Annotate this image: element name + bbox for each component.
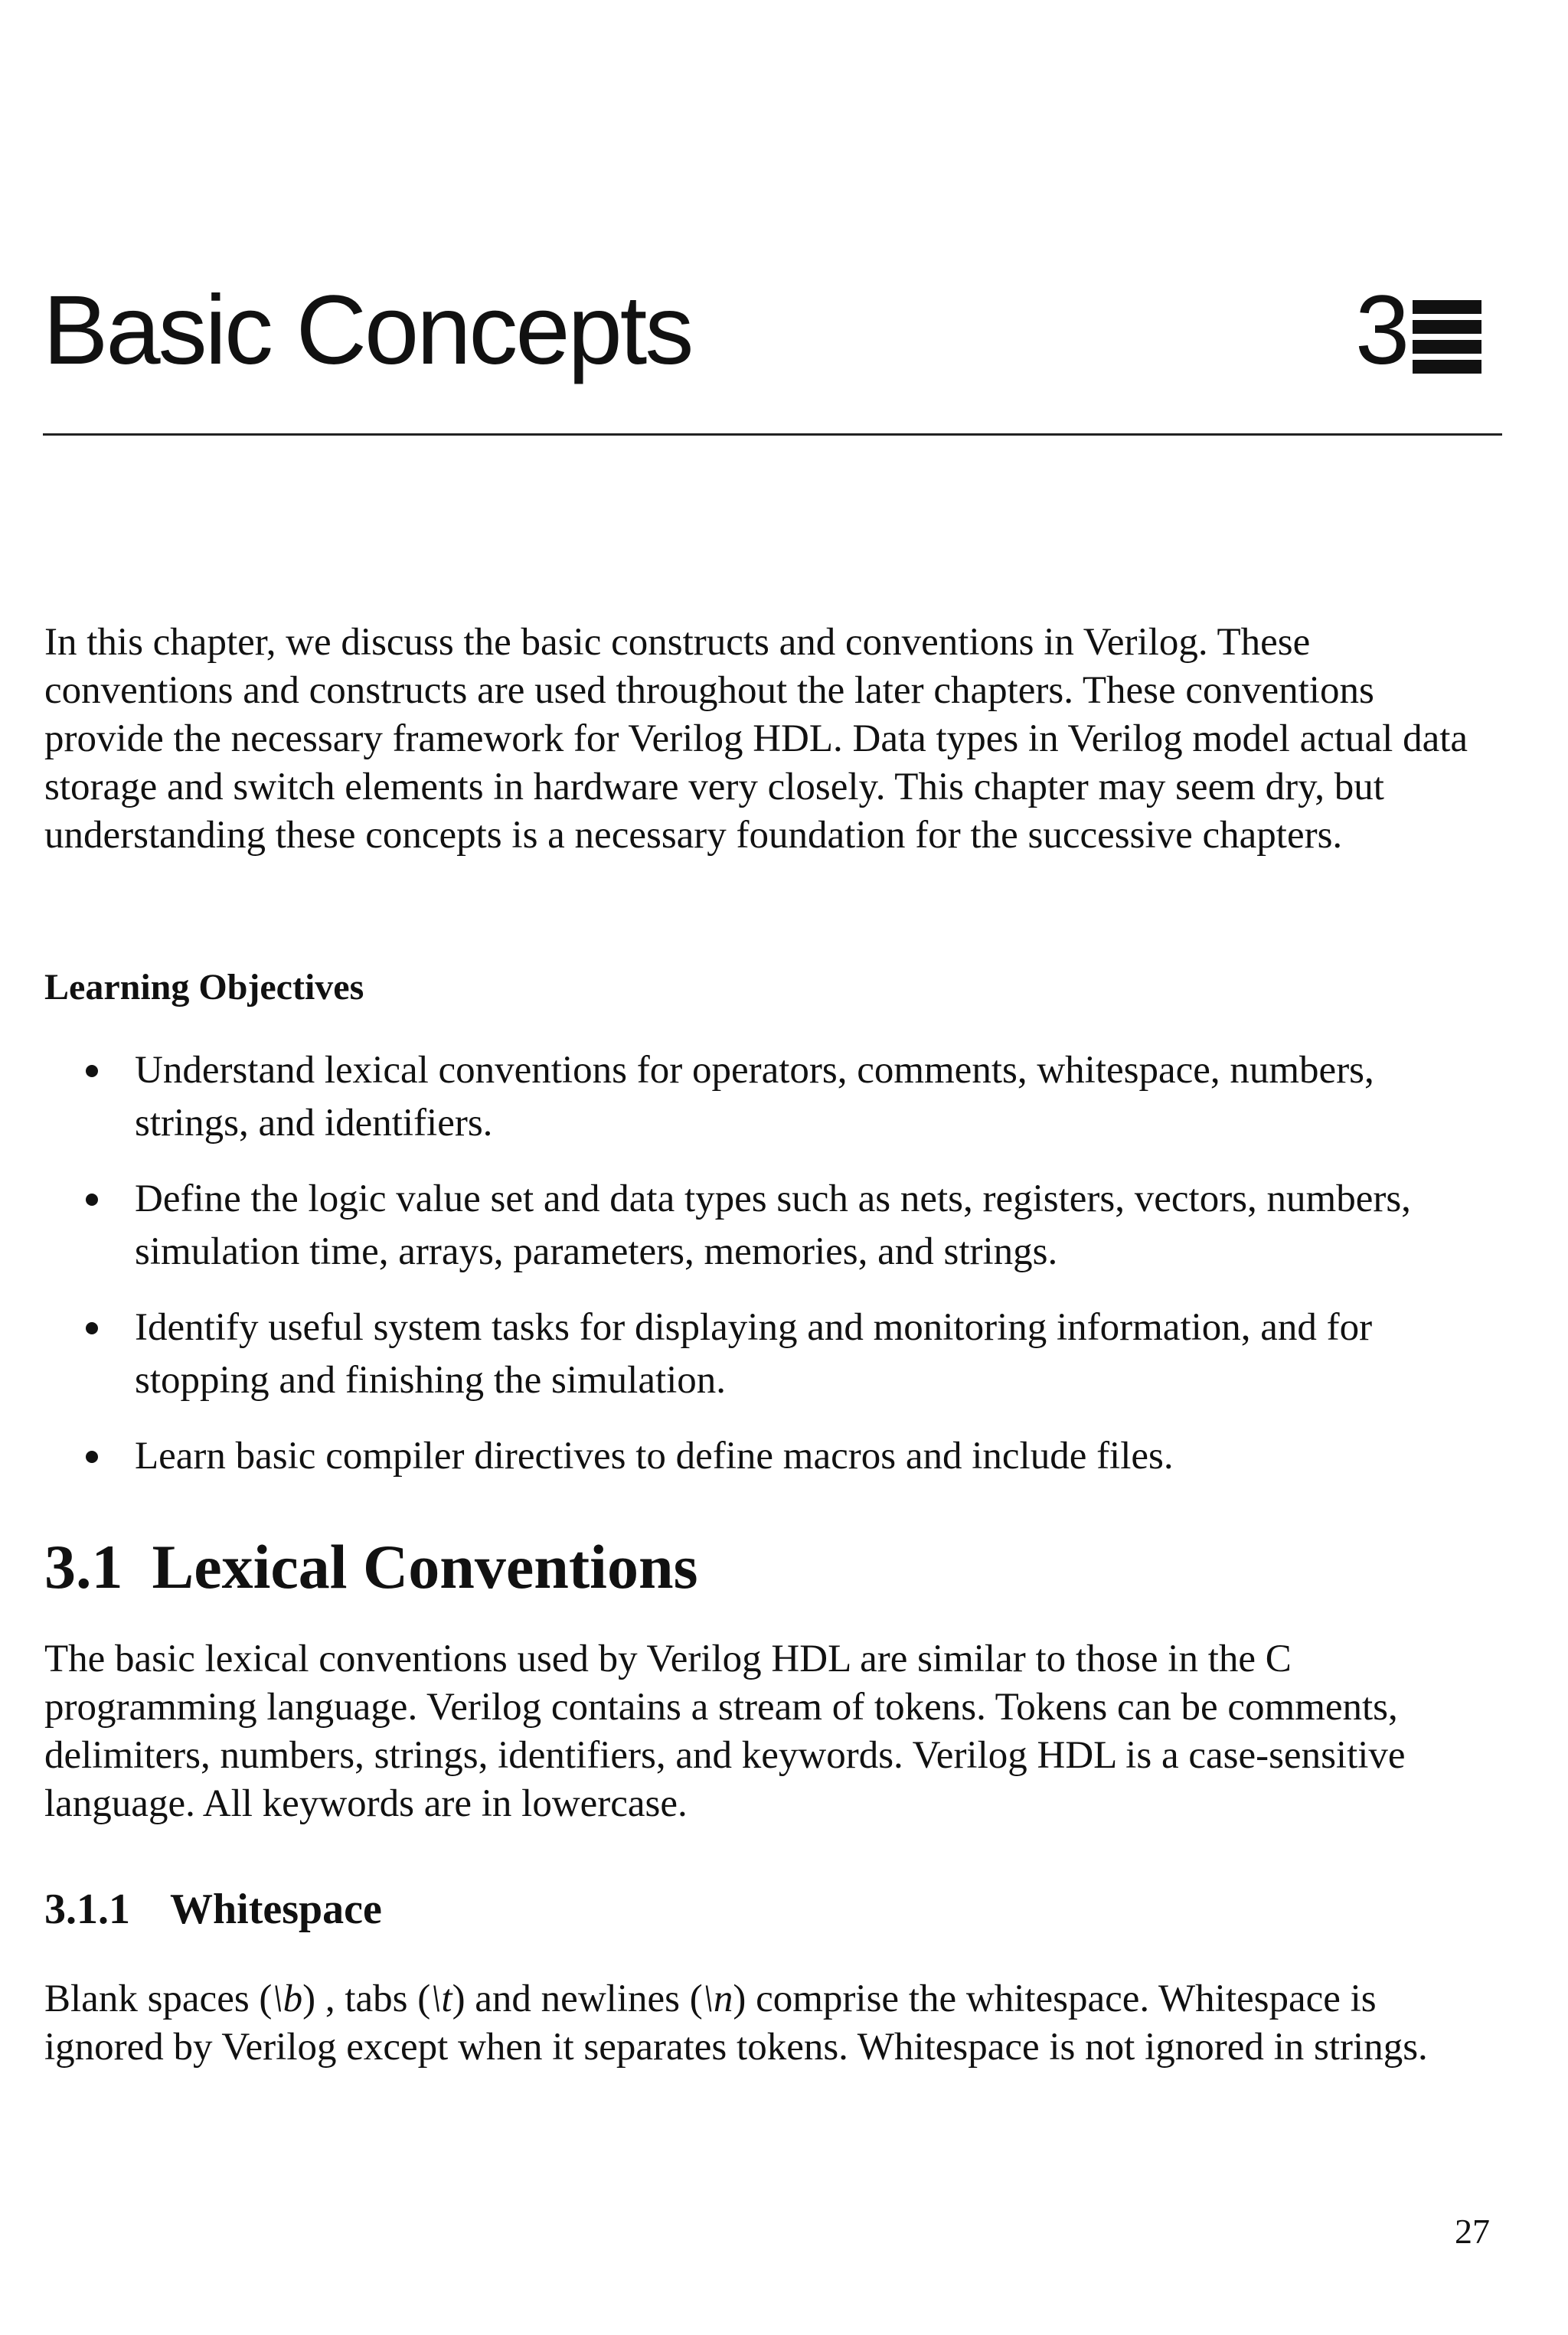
objectives-list xyxy=(44,1044,1491,1506)
section-number: 3.1 xyxy=(44,1532,123,1602)
section-heading xyxy=(44,1531,697,1603)
bullet-icon xyxy=(86,1194,98,1206)
objective-text: Understand lexical conventions for operators, comments, whitespace, numbers, strings, and identifiers. xyxy=(135,1049,1374,1145)
chapter-number: 3 xyxy=(1355,276,1410,385)
chapter-divider xyxy=(43,433,1502,436)
bullet-icon xyxy=(86,1322,98,1334)
chapter-marker-bars xyxy=(1413,300,1481,375)
whitespace-paragraph xyxy=(44,1975,1491,2072)
whitespace-text-4: ) comprise the whitespace. Whitespace is ignored by Verilog except when it separates tokens. Whitespace is not ignored in strings. xyxy=(44,1977,1428,2069)
list-item xyxy=(44,1044,1491,1150)
bullet-icon xyxy=(86,1065,98,1077)
subsection-title: Whitespace xyxy=(170,1886,382,1933)
subsection-heading xyxy=(44,1885,382,1934)
chapter-title: Basic Concepts xyxy=(43,276,692,385)
whitespace-text-2: ) , tabs ( xyxy=(302,1977,431,2020)
page-number: 27 xyxy=(1455,2212,1490,2251)
objective-text: Define the logic value set and data types such as nets, registers, vectors, numbers, simulation time, arrays, parameters, memories, and strings. xyxy=(135,1177,1411,1273)
section-title: Lexical Conventions xyxy=(152,1532,698,1602)
intro-paragraph: In this chapter, we discuss the basic constructs and conventions in Verilog. These conventions and constructs are used throughout the later chapters. These conventions provide the necessary framework for Verilog HDL. Data types in Verilog model actual data storage and switch elements in hardware very closely. This chapter may seem dry, but understanding these concepts is a necessary foundation for the successive chapters. xyxy=(44,621,1468,857)
objective-text: Learn basic compiler directives to define macros and include files. xyxy=(135,1435,1174,1478)
list-item xyxy=(44,1173,1491,1279)
escape-code-blank: \b xyxy=(272,1977,303,2020)
list-item xyxy=(44,1301,1491,1407)
section-paragraph: The basic lexical conventions used by Verilog HDL are similar to those in the C programming language. Verilog contains a stream of tokens. Tokens can be comments, delimiters, numbers, strings, identifiers, and keywords. Verilog HDL is a case-sensitive language. All keywords are in lowercase. xyxy=(44,1638,1406,1825)
bullet-icon xyxy=(86,1451,98,1463)
list-item xyxy=(44,1430,1491,1483)
escape-code-newline: \n xyxy=(702,1977,733,2020)
subsection-number: 3.1.1 xyxy=(44,1886,130,1933)
objectives-heading: Learning Objectives xyxy=(44,967,364,1007)
whitespace-text-1: Blank spaces ( xyxy=(44,1977,273,2020)
escape-code-tab: \t xyxy=(430,1977,452,2020)
whitespace-text-3: ) and newlines ( xyxy=(452,1977,703,2020)
objective-text: Identify useful system tasks for displaying and monitoring information, and for stopping and finishing the simulation. xyxy=(135,1306,1373,1402)
